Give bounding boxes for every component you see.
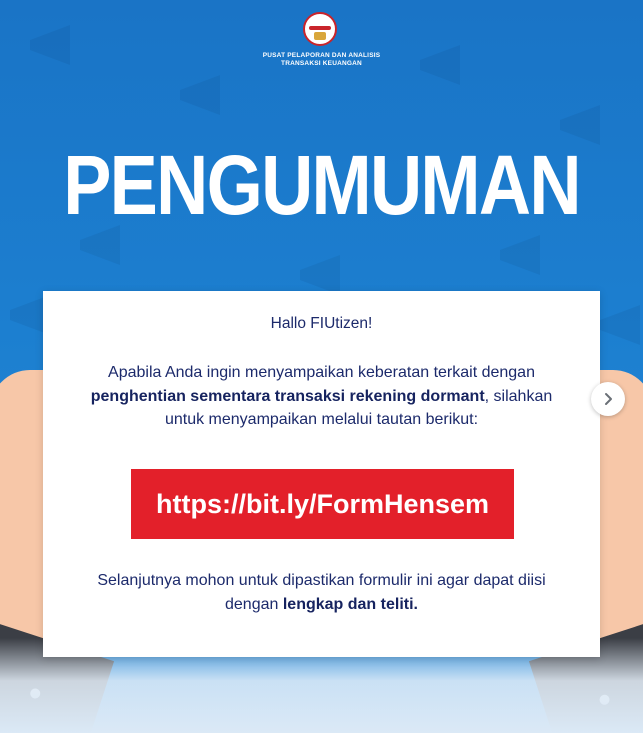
paragraph-instruction-bold: lengkap dan teliti.	[282, 596, 418, 613]
paragraph-objection-bold: penghentian sementara transaksi rekening dormant	[90, 387, 485, 405]
organization-name	[0, 52, 643, 68]
greeting: Hallo FIUtizen!	[270, 315, 373, 332]
headline: PENGUMUMAN	[63, 138, 580, 232]
chevron-right-icon	[601, 392, 615, 406]
paragraph-objection-text: Apabila Anda ingin menyampaikan keberatan terkait dengan	[108, 364, 535, 381]
paragraph-objection	[83, 361, 560, 432]
paragraph-objection-end: , silahkan untuk menyampaikan melalui tautan berikut:	[164, 387, 553, 428]
organization-line1: PUSAT PELAPORAN DAN ANALISIS	[262, 52, 381, 59]
form-link[interactable]: https://bit.ly/FormHensem	[131, 469, 514, 539]
organization-line2: TRANSAKSI KEUANGAN	[281, 60, 362, 67]
announcement-card	[43, 291, 600, 657]
paragraph-instruction	[83, 569, 560, 617]
ppatk-logo-icon	[303, 12, 337, 46]
paragraph-instruction-text: Selanjutnya mohon untuk dipastikan formulir ini agar dapat diisi dengan	[97, 572, 546, 613]
next-slide-button[interactable]	[591, 382, 625, 416]
